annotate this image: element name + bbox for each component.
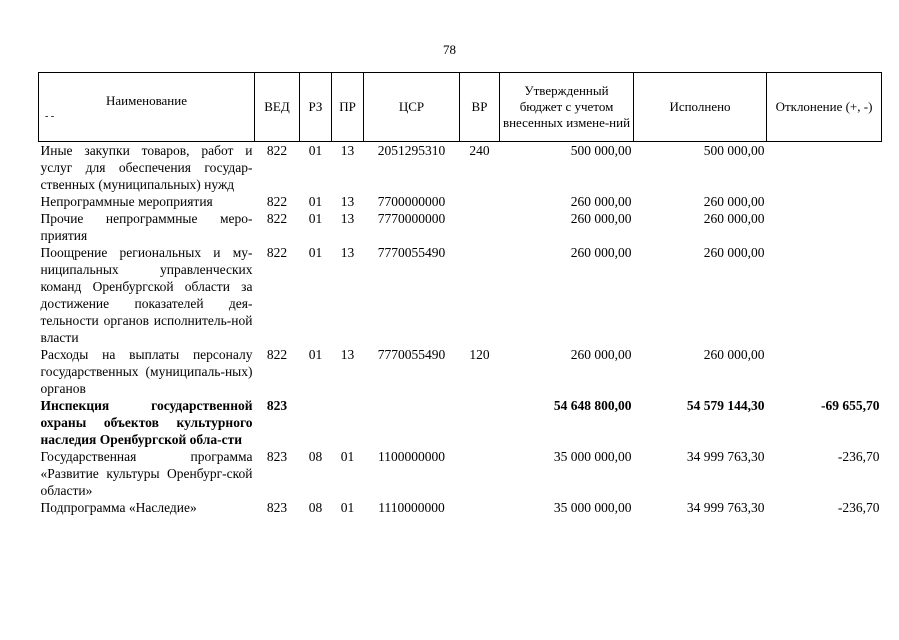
row-budget: 35 000 000,00 — [553, 500, 632, 515]
row-vr: 240 — [469, 143, 490, 158]
row-deviation — [767, 346, 882, 397]
row-ved: 822 — [266, 194, 288, 209]
row-csr: 1110000000 — [378, 500, 445, 515]
row-csr: 7770055490 — [377, 245, 446, 260]
row-csr: 7700000000 — [377, 194, 446, 209]
row-rz: 01 — [308, 211, 323, 226]
header-pr: ПР — [332, 73, 364, 142]
header-row — [39, 73, 882, 142]
row-rz: 08 — [308, 500, 323, 515]
row-executed: 500 000,00 — [703, 143, 765, 158]
row-budget: 260 000,00 — [570, 211, 632, 226]
row-csr: 7770000000 — [377, 211, 446, 226]
header-mark: - - — [45, 111, 55, 122]
row-pr: 13 — [340, 194, 355, 209]
row-pr — [332, 397, 364, 448]
row-executed: 34 999 763,30 — [686, 449, 765, 464]
row-vr — [460, 193, 500, 210]
row-budget: 260 000,00 — [570, 347, 632, 362]
row-executed: 260 000,00 — [703, 347, 765, 362]
row-pr: 13 — [340, 211, 355, 226]
row-deviation — [767, 193, 882, 210]
row-rz: 01 — [308, 347, 323, 362]
header-executed: Исполнено — [634, 73, 767, 142]
table-row — [39, 210, 882, 244]
row-vr — [460, 499, 500, 516]
row-pr: 13 — [340, 245, 355, 260]
row-vr — [460, 397, 500, 448]
header-ved: ВЕД — [255, 73, 300, 142]
row-executed: 54 579 144,30 — [686, 398, 765, 413]
row-ved: 822 — [266, 143, 288, 158]
table-row — [39, 448, 882, 499]
header-deviation: Отклонение (+, -) — [767, 73, 882, 142]
header-vr: ВР — [460, 73, 500, 142]
row-budget: 54 648 800,00 — [553, 398, 632, 413]
row-executed: 34 999 763,30 — [686, 500, 765, 515]
row-deviation: -236,70 — [837, 449, 880, 464]
row-name: Непрограммные мероприятия — [40, 194, 213, 209]
table-row — [39, 244, 882, 346]
row-executed: 260 000,00 — [703, 194, 765, 209]
row-rz: 08 — [308, 449, 323, 464]
row-deviation — [767, 244, 882, 346]
row-ved: 823 — [266, 398, 288, 413]
row-csr — [364, 397, 460, 448]
row-pr: 13 — [340, 143, 355, 158]
row-pr: 13 — [340, 347, 355, 362]
header-name: Наименование - - — [39, 73, 255, 142]
row-name: Поощрение региональных и му-ниципальных управленческих команд Оренбургской области за достижение показателей дея-тельности органов исполнитель-ной власти — [40, 245, 253, 345]
row-vr — [460, 448, 500, 499]
row-name: Государственная программа «Развитие культуры Оренбург-ской области» — [40, 449, 253, 498]
table-row — [39, 499, 882, 516]
table-row — [39, 346, 882, 397]
row-executed: 260 000,00 — [703, 211, 765, 226]
row-rz: 01 — [308, 194, 323, 209]
page-number: 78 — [443, 42, 456, 57]
row-deviation — [767, 210, 882, 244]
row-ved: 822 — [266, 347, 288, 362]
row-executed: 260 000,00 — [703, 245, 765, 260]
row-name: Подпрограмма «Наследие» — [40, 500, 197, 515]
row-vr — [460, 244, 500, 346]
row-rz — [300, 397, 332, 448]
row-ved: 823 — [266, 449, 288, 464]
header-budget: Утвержденный бюджет с учетом внесенных измене-ний — [500, 73, 634, 142]
table-row — [39, 142, 882, 194]
table-row — [39, 193, 882, 210]
header-rz: РЗ — [300, 73, 332, 142]
row-ved: 822 — [266, 245, 288, 260]
row-deviation — [767, 142, 882, 194]
row-ved: 822 — [266, 211, 288, 226]
budget-table — [38, 72, 882, 516]
row-csr: 7770055490 — [377, 347, 446, 362]
header-csr: ЦСР — [364, 73, 460, 142]
row-budget: 500 000,00 — [570, 143, 632, 158]
row-rz: 01 — [308, 245, 323, 260]
row-name: Расходы на выплаты персоналу государственных (муниципаль-ных) органов — [40, 347, 253, 396]
row-rz: 01 — [308, 143, 323, 158]
row-pr: 01 — [340, 500, 355, 515]
table-row — [39, 397, 882, 448]
row-pr: 01 — [340, 449, 355, 464]
row-csr: 2051295310 — [377, 143, 446, 158]
row-name: Инспекция государственной охраны объектов культурного наследия Оренбургской обла-сти — [40, 398, 253, 447]
row-csr: 1100000000 — [378, 449, 445, 464]
row-name: Прочие непрограммные меро-приятия — [40, 211, 253, 243]
row-budget: 260 000,00 — [570, 194, 632, 209]
row-deviation: -236,70 — [837, 500, 880, 515]
row-budget: 260 000,00 — [570, 245, 632, 260]
row-vr — [460, 210, 500, 244]
row-budget: 35 000 000,00 — [553, 449, 632, 464]
row-name: Иные закупки товаров, работ и услуг для обеспечения государ-ственных (муниципальных) нужд — [40, 143, 253, 192]
row-deviation: -69 655,70 — [821, 398, 880, 413]
row-vr: 120 — [469, 347, 490, 362]
row-ved: 823 — [266, 500, 288, 515]
